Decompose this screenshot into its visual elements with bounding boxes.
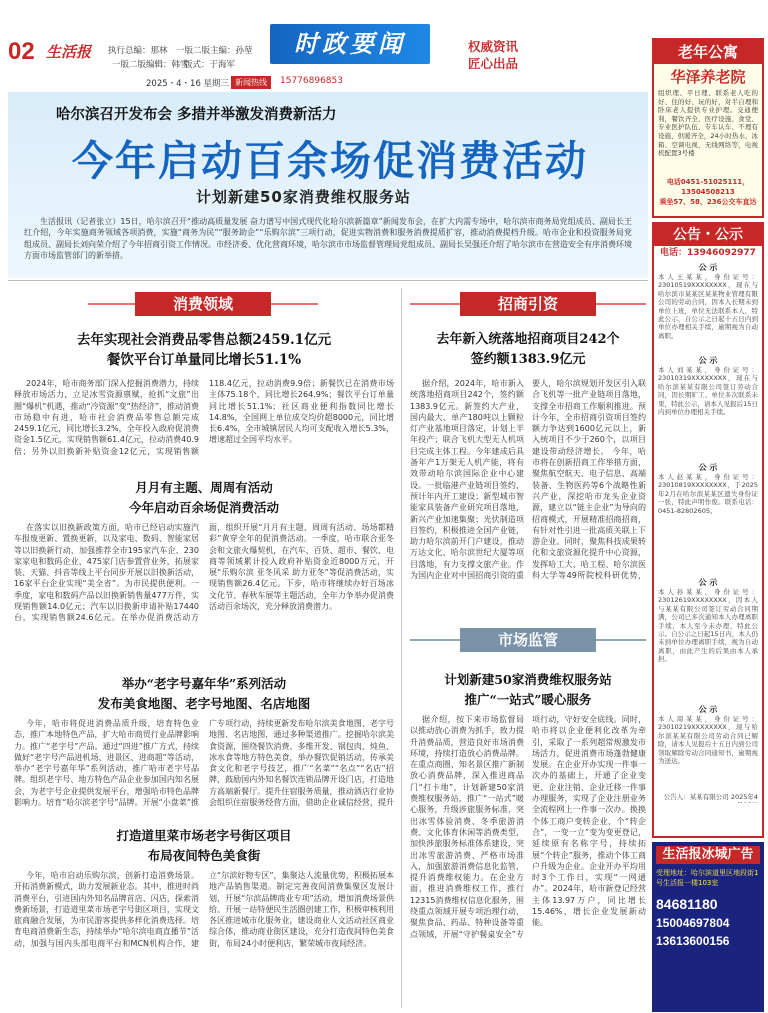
consumer-para4: 今年，哈市启动乐购尔滨，创新打造消费场景。开拓消费新模式，助力发展新业态。其中，推进时尚消费平台，引进国内外知名品牌首店、闪店，探索消费新场景，打造道里菜市场老字号街区项目，实现文旅商融合发展，为市民游客提供多样化消费选择。培育电商消费新生态，持续举办“哈尔滨电商直播节”活动，加强与国内头部电商平台和MCN机构合作，建立“尔滨好物专区”，集聚达人流量优势，积极拓展本地产品销售渠道。制定完善夜间消费集聚区发展计划，开展“尔滨品牌商业专项”活动，增加消费场景供给。开展一站特便民生活圈创建工作，积极审核利用各区推进城市化服务业，建设商业人文活动社区商业综合体，推动商业街区建设，充分打造夜间特色美食街，布局24小时便利店，繁荣城市夜间经济。 (14, 871, 394, 948)
notice-title-2: 公 示 (698, 356, 718, 365)
classified-ad-address: 受理地址：哈尔滨道里区地段街1号生活报一楼103室 (656, 869, 759, 887)
sidebar (652, 38, 764, 1013)
executive-editor: 执行总编：那林 (108, 46, 168, 56)
consumer-title (14, 330, 394, 370)
hero-divider (8, 280, 648, 281)
classified-ad-phone3: 13613600156 (656, 934, 730, 948)
consumer-sub2-line1: 月月有主题、周周有活动 (135, 480, 273, 495)
consumer-sub3-line1: 举办“老字号嘉年华”系列活动 (121, 676, 287, 691)
invest-para1-text: 据介绍，2024年，哈市新入统落地招商项目242个，签约额1383.9亿元。新签约大产业，国内最大、单产180吨以上颗粒灯产业基地项目落定，计划上半年投产；联合飞机大型无人机项目完成主体工程。今年建成后具备年产1万架无人机产能，将有效带动哈尔滨国际企业中心建设。一批临港产业链项目签约，预计年内开工建设；新型城市智能家具装备产业研究项目落地，新兴产业加速集聚；光伏制造项目签约，积极推进全国产业链，助力哈尔滨前开门户建设，推动万达文化、哈尔滨世纪大厦等项目落地，有力支撑文旅产业。作为国内企业对中国招商引资的重要人，哈尔滨规划开发区引入联合飞机等一批产业链项目落地，支撑全市招商工作顺利推进。预计今年，全市招商引资项目签约额力争达到1600亿元以上，新入统项目不少于260个，以项目建设带动经济增长。 (410, 379, 646, 581)
notice-text-3: 本人赵某某，身份证号：23010819XXXXXXXX，于2025年2月在哈尔滨某某区遗失身份证一张，特此声明作废。联系电话：0451-82802605。 (658, 473, 758, 515)
consumer-para3: 今年，哈市将促进消费品质升级，培育特色业态，推广本地特色产品，扩大哈市商贸行业品牌影响力。推广“老字号”产品。通过“四进”推广方式，持续做好“老字号产品进机场、进景区、进商超”等活动，举办“老字号嘉年华”系列活动，推广哈市老字号品牌。组织老字号、地方特色产品企业参加国内知名展会，为老字号企业提供发展平台，增强哈市特色品牌影响力。培育“哈尔滨老字号”品牌。开展“小盘菜”推广专项行动，持续更新发布哈尔滨美食地图、老字号地图、名店地图，通过多种渠道推广。挖掘哈尔滨美食资源，围绕餐饮消费、多维开发、锅包肉、炖鱼、冰水食等地方特色美食，举办餐饮促销活动，传承美食文化和老字号技艺，推广“名菜”“名点”“名店”招牌，鼓励国内外知名餐饮连锁品牌开设门店，打造地方高端新餐厅。提升住宿服务质量，推动酒店行业协会组织住宿服务经营方面，借助企业诚信经营，提升 (14, 719, 394, 808)
classified-ad-title: 生活报冰城广告 (656, 846, 760, 864)
elderly-ad-name: 华泽养老院 (670, 68, 746, 86)
notice-text-4: 本人孙某某，身份证号：23012619XXXXXXXX，因本人与某某有限公司签订劳动合同期满，公司已多次通知本人办理离职手续，本人至今未办理，特此公示。自公示之日起15日内，本人仍未到单位办理离职手续，视为自动离职，由此产生的后果由本人承担。 (658, 588, 758, 664)
consumer-sub3-line2: 发布美食地图、老字号地图、名店地图 (97, 696, 311, 711)
slogan (468, 38, 518, 72)
proofreader: 版式：于海军 (184, 60, 236, 70)
consumer-para1: 2024年，哈市商务部门深入挖掘消费潜力，持续释放市场活力，立足冰雪资源禀赋，抢抓“文旅”出圈“爆机”机遇，推动“冷资源”变“热经济”，推动消费市场稳中有进，哈市社会消费品零售总额完成2459.1亿元，同比增长3.2%，全年投入政府促消费资金1.5亿元，实现销售额61.4亿元，拉动消费40.9倍；另外以旧换新补贴资金12亿元，实现销售额118.4亿元，拉动消费9.9倍；新餐饮已在消费市场主体75.18个，同比增长264.9%；餐饮平台订单量同比增长51.1%；社区商业便利指数同比增长14.8%，全国网上单位成交均价超8000元，同比增长6.4%，全市城镇居民人均可支配收入增长5.3%，增速超过全国平均水平。 (14, 379, 394, 456)
consumer-sub4-title (14, 826, 394, 866)
notice-footer: 公告人：某某有限公司 2025年4 (663, 793, 758, 801)
consumer-title-line1: 去年实现社会消费品零售总额2459.1亿元 (76, 332, 332, 348)
consumer-sub4-line2: 布局夜间特色美食街 (147, 848, 261, 863)
consumer-sub2-title (14, 478, 394, 518)
issue-date: 2025・4・16 星期三 (146, 79, 230, 89)
market-section-bar (410, 628, 646, 652)
market-title (408, 670, 648, 710)
column-rule (401, 288, 402, 1008)
page-number: 02 (8, 38, 35, 65)
slogan-line2: 匠心出品 (468, 56, 519, 71)
column-banner: 时政要闻 (270, 24, 430, 64)
consumer-section-label: 消费领域 (135, 292, 271, 316)
notice-board (652, 222, 764, 838)
consumer-title-line2: 餐饮平台订单量同比增长51.1% (106, 352, 302, 368)
second-editor: 一版二版编辑：韩雪 (112, 60, 189, 70)
elderly-ad (652, 38, 764, 218)
hero-headline: 今年启动百余场促消费活动 (72, 137, 588, 185)
market-para1: 据介绍，按下来市场监督局以推动放心消费为抓手，致力提升消费品质，营造良好市场消费环境，持续打造放心消费品牌。在重点商圈、知名景区推广新制放心消费品牌，深入推进商品门“打卡地”，计划新建50家消费维权服务站，推广“一站式”暖心服务，升级涉旅服务标准，突出冰雪体验消费、冬季旅游消费、文化体育休闲等消费类型，加快涉旅服务标准体系建设，突出冰雪旅游消费、严格市场准入，加强旅游消费信息化监管，提升消费维权能力。在企业方面，推进消费维权工作，推行12315消费维权信息化服务，围绕重点领域开展专项治理行动，聚焦食品、药品、特种设备等重点领域，开展“守护餐桌安全”专项行动，守好安全底线。同时，哈市将以企业便利化改革为牵引，采取了一系列超常规激发市场活力，促进消费市场蓬勃健康发展。在企业开办实现一件事一次办的基础上，开通了企业变更、企业注销、企业迁移一件事办理服务，实现了企业注册业务全流程网上一件事一次办。换换个体工商户变转企业，个“转企合”，一变一立”变为变更登记，延续原有名称字号，持续拓展“个转企”服务，推动个体工商户升级为企业。企业开办平均用时3个工作日，实现“一网通办”。2024年，哈市新登记经营主体13.97万户，同比增长15.46%，增长企业发展新动能。 (410, 715, 646, 939)
consumer-sub4-line1: 打造道里菜市场老字号街区项目 (116, 828, 292, 843)
hotline-label: 新闻热线 (231, 76, 271, 89)
notice-text-2: 本人刘某某，身份证号：23010319XXXXXXXX，现在与哈尔滨某某有限公司签订劳动合同，因长期旷工、单位多次联系未果，特此公示，请本人见报后15日内到单位办理相关手续。 (658, 366, 758, 417)
first-editor: 一版二版主编：孙堃 (176, 46, 253, 56)
classified-ad-phone1: 84681180 (656, 896, 718, 912)
consumer-section-bar (88, 292, 318, 316)
elderly-ad-phone: 电话0451-51025111，13504508213 (666, 178, 750, 196)
notice-title-5: 公 示 (698, 705, 718, 714)
invest-section-label: 招商引资 (460, 292, 596, 316)
slogan-line1: 权威资讯 (468, 39, 519, 54)
notice-text-1: 本人王某某，身份证号：23010519XXXXXXXX，现在与哈尔滨市某某区某某物业管理有限公司的劳动合同，因本人长期未到单位上班，单位无法联系本人，特此公示，自公示之日起十五日内到单位办理相关手续，逾期视为自动离职。 (658, 273, 758, 340)
consumer-sub2-line2: 今年启动百余场促消费活动 (128, 500, 279, 515)
market-section-label: 市场监管 (460, 628, 596, 652)
notice-hotline: 电话：13946092977 (660, 248, 756, 258)
notice-title-4: 公 示 (698, 578, 718, 587)
market-title-line2: 推广“一站式”暖心服务 (464, 692, 592, 707)
invest-title (408, 330, 648, 370)
hero-kicker: 哈尔滨召开发布会 多措并举激发消费新活力 (56, 107, 337, 123)
invest-section-bar (410, 292, 646, 316)
classified-ad-phone2: 15004697804 (656, 916, 730, 930)
notice-title-1: 公 示 (698, 263, 718, 272)
notice-text-5: 本人周某某，身份证号：23010219XXXXXXXX，现与哈尔滨某某有限公司劳动合同已解除，请本人见报后十五日内到公司领取解除劳动合同通知书，逾期视为送达。 (658, 715, 758, 766)
elderly-ad-route: 乘坐57、58、236公交车直达 (659, 198, 757, 206)
notice-head: 公告・公示 (654, 224, 762, 246)
consumer-sub3-title (14, 674, 394, 714)
invest-title-line1: 去年新入统落地招商项目242个 (436, 332, 620, 347)
consumer-para2: 在落实以旧换新政策方面，哈市已经启动实施汽车报废更新、置换更新，以及家电、数码、智能家居等以旧换新行动，加强推荐全市195家汽车企、230家家电和数码企业、475家门店参置营业务，拓展家装、天猫、抖音等线上平台同步开展以旧换新活动，16家平台企业实现“美全省”。为市民提供便利。一季度，家电和数码产品以旧换新销售量477万件，实现销售额14.0亿元；汽车以旧换新申请补贴17440台，实现销售额24.6亿元。在举办促消费活动方面，组织开展“月月有主题、周周有活动、场场都精彩”黄穿全年的促消费活动。一季度，哈市联合亚冬会和文旅火爆契机，在汽车、百货、超市、餐饮、电商等领域累计投入政府补贴资金近8000万元，开展“乐购尔滨 亚冬风采 助力亚冬”等促消费活动，实现销售额26.4亿元。下步，哈市将继续办好百场冰文化节、春秋车展等主题活动，全年力争举办促消费活动百余场次，充分释放消费潜力。 (14, 523, 394, 623)
paper-logo: 生活报 (46, 43, 92, 61)
hotline-number: 15776896853 (280, 76, 343, 86)
invest-para1 (410, 378, 646, 584)
notice-title-3: 公 示 (698, 463, 718, 472)
elderly-ad-title: 老年公寓 (654, 40, 762, 64)
invest-para2-text: 今年，哈市将在创新招商工作举措方面，聚焦航空航天、电子信息、高端装备、生物医药等6个战略性新兴产业，深挖哈市龙头企业资源，建立以“链主企业”为导向的招商模式，开展精准招商招商，有针对性引进一批高质关联上下游企业。同时，聚焦科技成果转化和文旅资源化提升中心资源，发挥哈工大、哈工程、哈尔滨医科大学等49所院校科研优势， (532, 446, 646, 581)
hero-lead: 生活报讯（记者张立）15日，哈尔滨召开“推动高质量发展 奋力谱写中国式现代化哈尔滨新篇章”新闻发布会，在扩大内需专场中，哈尔滨市商务局党组成员、副局长王红介绍，今年实施商务领域各项消费，实施“商务为民”“服务助企”“乐购尔滨”三项行动，促进实物消费和服务消费提质扩容，推动消费提档升级。哈市企业和投资服务局党组成员、副局长刘向荣介绍了今年招商引资工作情况。市经济委、优化营商环境，哈尔滨市市场监督管理局党组成员、副局长吴强还介绍了哈尔滨市在营造安全有序消费环境方面市场监管部门的新举措。 (24, 217, 632, 260)
hero-subheadline: 计划新建50家消费维权服务站 (196, 188, 411, 206)
elderly-ad-text: 组织理、平日理、联系老人吃的好、住的好、玩的好，对半自理和卧床老人提供专业护理。交通便利，餐饮齐全，医疗设施、食堂、专业医护队伍、专车认车、不理有设施、供暖齐全，24小时热水，冰箱、空调电视，无线网络等，电视机配置3号楼 (658, 89, 758, 158)
classified-ad (652, 842, 764, 1012)
invest-title-line2: 签约额1383.9亿元 (470, 352, 586, 367)
market-title-line1: 计划新建50家消费维权服务站 (444, 672, 612, 687)
